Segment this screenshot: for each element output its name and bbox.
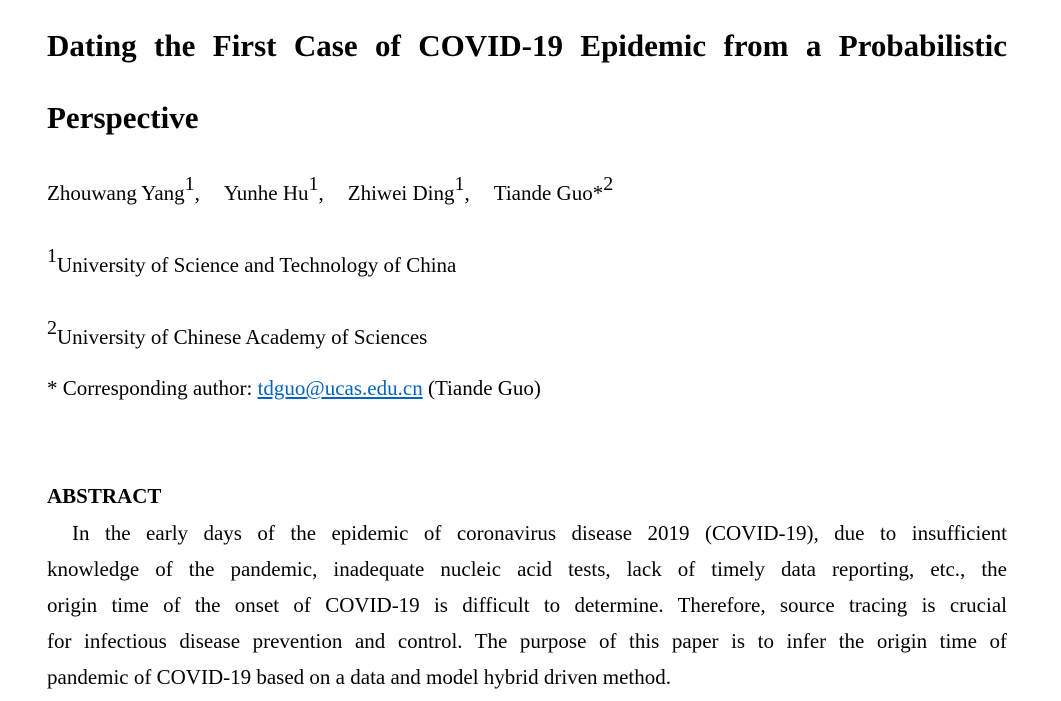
abstract-line: In the early days of the epidemic of coronavirus disease 2019 (COVID-19), due to insufficient [72, 521, 1007, 545]
corresponding-author-name: (Tiande Guo) [422, 376, 541, 400]
affiliation-text: University of Chinese Academy of Sciences [57, 325, 428, 349]
paper-title-line-1: Dating the First Case of COVID-19 Epidemic from a Probabilistic [47, 28, 1007, 63]
author-affiliation-mark: 1 [184, 173, 195, 195]
author-name: Zhiwei Ding [347, 181, 455, 205]
author-affiliation-mark: 1 [454, 173, 465, 195]
abstract-line: for infectious disease prevention and control. The purpose of this paper is to infer the origin time of [47, 629, 1007, 653]
author-name: Tiande Guo* [493, 181, 604, 205]
author-separator: , [194, 181, 200, 205]
author-4 [493, 173, 614, 205]
author-separator: , [318, 181, 324, 205]
author-list [47, 173, 614, 209]
abstract-heading: ABSTRACT [47, 484, 162, 508]
corresponding-email-link[interactable]: tdguo@ucas.edu.cn [257, 376, 423, 400]
affiliation-number: 1 [47, 245, 57, 267]
affiliation-2 [47, 317, 428, 353]
author-affiliation-mark: 1 [308, 173, 319, 195]
abstract-line: knowledge of the pandemic, inadequate nucleic acid tests, lack of timely data reporting, etc., the [47, 557, 1007, 581]
abstract-line: pandemic of COVID-19 based on a data and model hybrid driven method. [47, 665, 672, 689]
author-name: Zhouwang Yang [47, 181, 185, 205]
author-3 [347, 173, 470, 205]
author-1 [47, 173, 200, 205]
abstract-body [47, 515, 1007, 695]
corresponding-author-label: * Corresponding author: [47, 376, 258, 400]
author-2 [223, 173, 324, 205]
affiliation-1 [47, 245, 457, 281]
affiliation-number: 2 [47, 317, 57, 339]
author-name: Yunhe Hu [223, 181, 309, 205]
affiliation-text: University of Science and Technology of China [57, 253, 457, 277]
abstract-line: origin time of the onset of COVID-19 is difficult to determine. Therefore, source tracing is crucial [47, 593, 1007, 617]
corresponding-author [47, 373, 541, 403]
author-separator: , [464, 181, 470, 205]
paper-title-line-2: Perspective [47, 100, 199, 135]
author-affiliation-mark: 2 [603, 173, 614, 195]
